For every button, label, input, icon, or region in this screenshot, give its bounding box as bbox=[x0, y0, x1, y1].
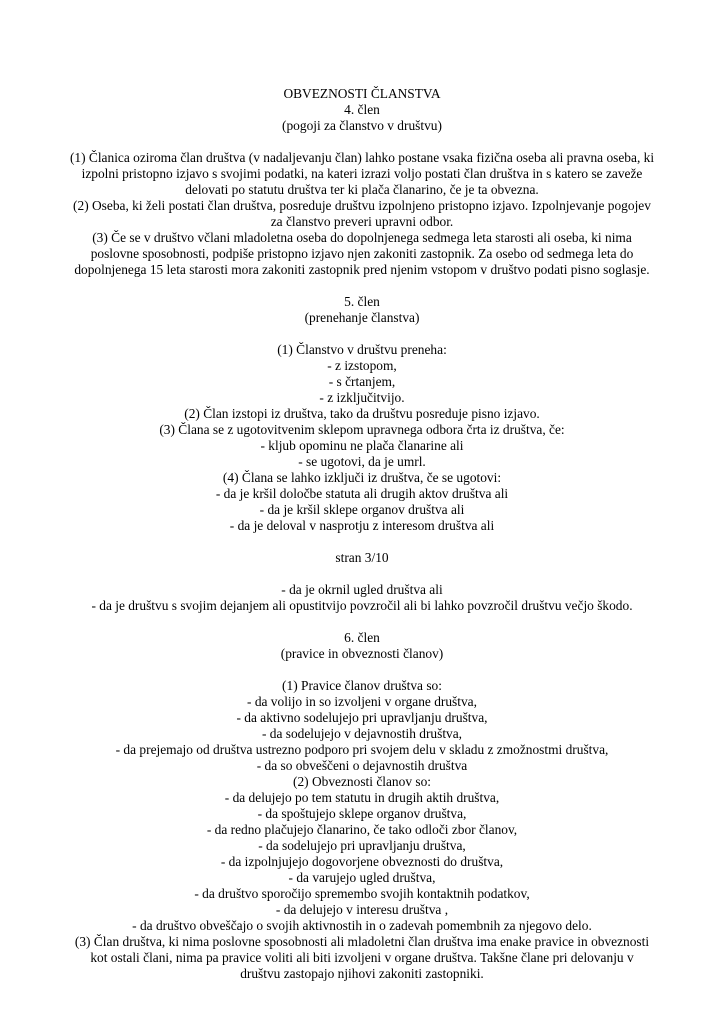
article-4-line: (1) Članica oziroma član društva (v nadaljevanju član) lahko postane vsaka fizična oseba ali pravna oseba, ki bbox=[69, 150, 655, 165]
article-6-subheading: (pravice in obveznosti članov) bbox=[280, 646, 444, 661]
spacer bbox=[40, 614, 684, 630]
spacer bbox=[40, 534, 684, 550]
article-4-line: (2) Oseba, ki želi postati član društva, posreduje društvu izpolnjeno pristopno izjavo. Izpolnjevanje pogojev bbox=[73, 198, 651, 213]
article-5-line: - se ugotovi, da je umrl. bbox=[298, 454, 426, 469]
spacer bbox=[40, 662, 684, 678]
article-4-line: (3) Če se v društvo včlani mladoletna oseba do dopolnjenega sedmega leta starosti ali oseba, ki nima bbox=[92, 230, 632, 245]
article-6-line: kot ostali člani, nima pa pravice voliti ali biti izvoljeni v organe društva. Takšne člane pri delovanju v bbox=[90, 950, 634, 965]
spacer bbox=[40, 326, 684, 342]
article-5-line: - z izključitvijo. bbox=[319, 390, 405, 405]
article-4-line: poslovne sposobnosti, podpiše pristopno izjavo njen zakoniti zastopnik. Za osebo od sedmega leta do bbox=[90, 246, 634, 261]
article-6-heading: 6. člen bbox=[344, 630, 380, 645]
article-6-line: - da so obveščeni o dejavnostih društva bbox=[256, 758, 468, 773]
article-5-line: - da je kršil sklepe organov društva ali bbox=[259, 502, 465, 517]
article-6-line: - da aktivno sodelujejo pri upravljanju društva, bbox=[236, 710, 488, 725]
spacer bbox=[40, 566, 684, 582]
article-6-line: - da spoštujejo sklepe organov društva, bbox=[257, 806, 467, 821]
article-6-line: (3) Član društva, ki nima poslovne sposobnosti ali mladoletni član društva ima enake pravice in obveznosti bbox=[74, 934, 650, 949]
section-title: OBVEZNOSTI ČLANSTVA bbox=[283, 86, 441, 101]
article-5-line: - da je okrnil ugled društva ali bbox=[281, 582, 443, 597]
article-6-line: - da društvo sporočijo spremembo svojih kontaktnih podatkov, bbox=[194, 886, 530, 901]
article-6-line: - da izpolnjujejo dogovorjene obveznosti do društva, bbox=[220, 854, 504, 869]
article-5-line: (1) Članstvo v društvu preneha: bbox=[277, 342, 447, 357]
article-6-line: - da delujejo po tem statutu in drugih aktih društva, bbox=[224, 790, 500, 805]
article-5-line: - s črtanjem, bbox=[328, 374, 396, 389]
spacer bbox=[40, 134, 684, 150]
document-page bbox=[40, 86, 684, 982]
article-4-heading: 4. člen bbox=[344, 102, 380, 117]
article-6-line: - da društvo obveščajo o svojih aktivnostih in o zadevah pomembnih za njegovo delo. bbox=[132, 918, 592, 933]
article-5-line: - da je kršil določbe statuta ali drugih aktov društva ali bbox=[215, 486, 509, 501]
article-4-line: delovati po statutu društva ter ki plača članarino, če je ta obvezna. bbox=[185, 182, 539, 197]
article-5-line: (3) Člana se z ugotovitvenim sklepom upravnega odbora črta iz društva, če: bbox=[159, 422, 565, 437]
article-5-line: (2) Član izstopi iz društva, tako da društvu posreduje pisno izjavo. bbox=[184, 406, 540, 421]
article-6-line: - da prejemajo od društva ustrezno podporo pri svojem delu v skladu z zmožnostmi društva, bbox=[115, 742, 609, 757]
article-6-line: (2) Obveznosti članov so: bbox=[293, 774, 431, 789]
article-5-subheading: (prenehanje članstva) bbox=[304, 310, 420, 325]
article-6-line: - da delujejo v interesu društva , bbox=[275, 902, 449, 917]
article-6-line: (1) Pravice članov društva so: bbox=[282, 678, 442, 693]
article-6-line: - da varujejo ugled društva, bbox=[288, 870, 436, 885]
article-4-subheading: (pogoji za članstvo v društvu) bbox=[282, 118, 442, 133]
spacer bbox=[40, 278, 684, 294]
article-6-line: - da sodelujejo pri upravljanju društva, bbox=[258, 838, 466, 853]
article-5-line: - da je društvu s svojim dejanjem ali opustitvijo povzročil ali bi lahko povzročil društvu večjo škodo. bbox=[91, 598, 633, 613]
article-6-line: - da redno plačujejo članarino, če tako odloči zbor članov, bbox=[206, 822, 518, 837]
article-4-line: za članstvo preveri upravni odbor. bbox=[270, 214, 454, 229]
article-6-line: društvu zastopajo njihovi zakoniti zastopniki. bbox=[240, 966, 484, 981]
article-5-line: - kljub opominu ne plača članarine ali bbox=[260, 438, 464, 453]
article-5-line: - da je deloval v nasprotju z interesom društva ali bbox=[229, 518, 495, 533]
article-5-line: (4) Člana se lahko izključi iz društva, če se ugotovi: bbox=[222, 470, 502, 485]
article-6-line: - da volijo in so izvoljeni v organe društva, bbox=[247, 694, 477, 709]
article-5-line: - z izstopom, bbox=[327, 358, 397, 373]
article-5-heading: 5. člen bbox=[344, 294, 380, 309]
article-6-line: - da sodelujejo v dejavnostih društva, bbox=[261, 726, 463, 741]
page-number: stran 3/10 bbox=[335, 550, 389, 565]
article-4-line: izpolni pristopno izjavo s svojimi podatki, na kateri izrazi voljo postati član društva in s katero se zaveže bbox=[81, 166, 643, 181]
article-4-line: dopolnjenega 15 leta starosti mora zakoniti zastopnik pred njenim vstopom v društvo podati pisno soglasje. bbox=[74, 262, 650, 277]
